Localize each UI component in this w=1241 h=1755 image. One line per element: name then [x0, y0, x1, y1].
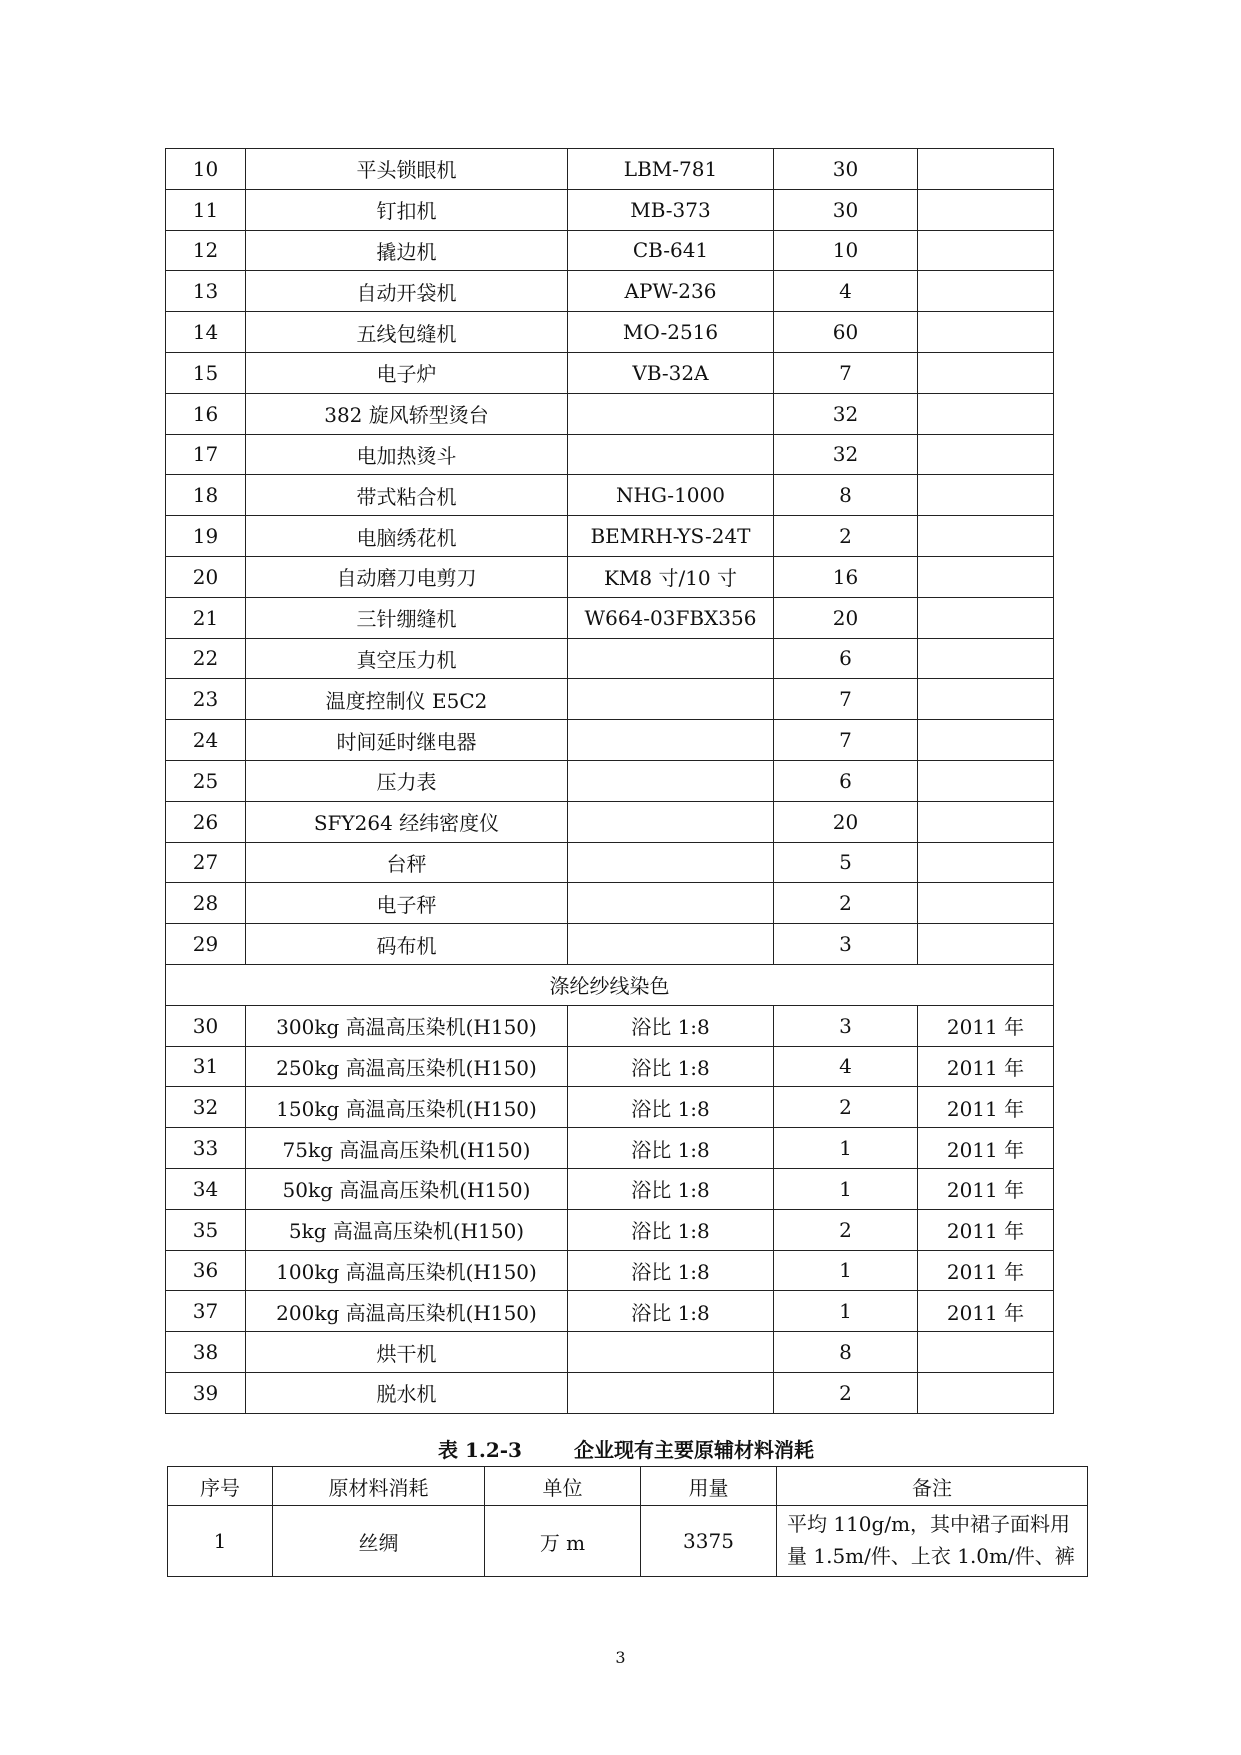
- cell-no: 35: [166, 1209, 246, 1250]
- cell-name: 钉扣机: [246, 189, 568, 230]
- cell-model: 浴比 1:8: [568, 1046, 774, 1087]
- cell-name: 平头锁眼机: [246, 149, 568, 190]
- table-row: [166, 230, 1054, 271]
- cell-no: 31: [166, 1046, 246, 1087]
- header-no: 序号: [168, 1467, 273, 1506]
- cell-qty: 20: [774, 597, 918, 638]
- cell-no: 32: [166, 1087, 246, 1128]
- cell-name: 自动磨刀电剪刀: [246, 556, 568, 597]
- cell-name: 自动开袋机: [246, 271, 568, 312]
- cell-note: 2011 年: [918, 1250, 1054, 1291]
- cell-qty: 3: [774, 924, 918, 965]
- cell-no: 33: [166, 1128, 246, 1169]
- cell-model: [568, 434, 774, 475]
- cell-name: 100kg 高温高压染机(H150): [246, 1250, 568, 1291]
- cell-model: KM8 寸/10 寸: [568, 556, 774, 597]
- cell-name: 带式粘合机: [246, 475, 568, 516]
- cell-name: 电子秤: [246, 883, 568, 924]
- cell-no: 18: [166, 475, 246, 516]
- cell-note: 2011 年: [918, 1087, 1054, 1128]
- cell-no: 15: [166, 352, 246, 393]
- cell-note: 平均 110g/m，其中裙子面料用量 1.5m/件、上衣 1.0m/件、裤: [777, 1506, 1088, 1577]
- cell-qty: 1: [774, 1291, 918, 1332]
- cell-no: 25: [166, 760, 246, 801]
- table-row: [166, 801, 1054, 842]
- cell-no: 21: [166, 597, 246, 638]
- cell-qty: 4: [774, 1046, 918, 1087]
- section-row: [166, 964, 1054, 1005]
- table-row: [166, 352, 1054, 393]
- cell-name: 75kg 高温高压染机(H150): [246, 1128, 568, 1169]
- cell-name: 300kg 高温高压染机(H150): [246, 1005, 568, 1046]
- cell-name: 温度控制仪 E5C2: [246, 679, 568, 720]
- cell-model: LBM-781: [568, 149, 774, 190]
- cell-qty: 8: [774, 1332, 918, 1373]
- cell-no: 34: [166, 1168, 246, 1209]
- table-row: [166, 312, 1054, 353]
- caption-number: 表 1.2-3: [438, 1438, 522, 1462]
- cell-note: [918, 1372, 1054, 1413]
- cell-qty: 3: [774, 1005, 918, 1046]
- cell-name: 电子炉: [246, 352, 568, 393]
- table-row: [166, 149, 1054, 190]
- cell-name: 三针绷缝机: [246, 597, 568, 638]
- cell-name: 真空压力机: [246, 638, 568, 679]
- cell-note: [918, 434, 1054, 475]
- equipment-table: [165, 148, 1054, 1414]
- cell-no: 36: [166, 1250, 246, 1291]
- table-row: [166, 1372, 1054, 1413]
- cell-note: [918, 679, 1054, 720]
- table-row: [166, 760, 1054, 801]
- cell-note: [918, 393, 1054, 434]
- cell-no: 12: [166, 230, 246, 271]
- cell-model: 浴比 1:8: [568, 1209, 774, 1250]
- cell-note: [918, 271, 1054, 312]
- cell-model: MO-2516: [568, 312, 774, 353]
- section-title: 涤纶纱线染色: [166, 964, 1054, 1005]
- cell-name: SFY264 经纬密度仪: [246, 801, 568, 842]
- cell-unit: 万 m: [485, 1506, 641, 1577]
- equipment-section: [166, 964, 1054, 1005]
- cell-model: [568, 883, 774, 924]
- table-row: [166, 189, 1054, 230]
- cell-model: [568, 1332, 774, 1373]
- cell-qty: 30: [774, 149, 918, 190]
- table-row: [166, 1209, 1054, 1250]
- cell-note: [918, 149, 1054, 190]
- cell-qty: 2: [774, 1372, 918, 1413]
- page-number: 3: [615, 1648, 626, 1667]
- cell-no: 14: [166, 312, 246, 353]
- cell-no: 17: [166, 434, 246, 475]
- table-row: [166, 924, 1054, 965]
- cell-qty: 2: [774, 883, 918, 924]
- table-row: [166, 638, 1054, 679]
- header-note: 备注: [777, 1467, 1088, 1506]
- cell-qty: 2: [774, 516, 918, 557]
- table-row: [166, 1005, 1054, 1046]
- cell-qty: 7: [774, 720, 918, 761]
- cell-qty: 1: [774, 1128, 918, 1169]
- cell-model: [568, 924, 774, 965]
- cell-note: [918, 760, 1054, 801]
- cell-note: [918, 556, 1054, 597]
- cell-amount: 3375: [641, 1506, 777, 1577]
- cell-qty: 6: [774, 760, 918, 801]
- cell-model: [568, 1372, 774, 1413]
- cell-model: 浴比 1:8: [568, 1005, 774, 1046]
- cell-name: 时间延时继电器: [246, 720, 568, 761]
- material-row: [168, 1506, 1088, 1577]
- cell-note: 2011 年: [918, 1005, 1054, 1046]
- cell-qty: 7: [774, 679, 918, 720]
- cell-model: 浴比 1:8: [568, 1087, 774, 1128]
- cell-material: 丝绸: [273, 1506, 485, 1577]
- cell-model: W664-03FBX356: [568, 597, 774, 638]
- cell-no: 1: [168, 1506, 273, 1577]
- table-row: [166, 434, 1054, 475]
- table-row: [166, 1087, 1054, 1128]
- table-row: [166, 720, 1054, 761]
- cell-model: [568, 638, 774, 679]
- cell-no: 28: [166, 883, 246, 924]
- cell-name: 五线包缝机: [246, 312, 568, 353]
- cell-note: [918, 189, 1054, 230]
- cell-note: [918, 312, 1054, 353]
- cell-no: 30: [166, 1005, 246, 1046]
- header-unit: 单位: [485, 1467, 641, 1506]
- cell-note: [918, 230, 1054, 271]
- table-row: [166, 679, 1054, 720]
- cell-name: 150kg 高温高压染机(H150): [246, 1087, 568, 1128]
- cell-model: [568, 720, 774, 761]
- cell-note: [918, 801, 1054, 842]
- equipment-rows-a: [166, 149, 1054, 965]
- cell-note: [918, 638, 1054, 679]
- table-row: [166, 393, 1054, 434]
- cell-name: 250kg 高温高压染机(H150): [246, 1046, 568, 1087]
- cell-qty: 4: [774, 271, 918, 312]
- cell-name: 台秤: [246, 842, 568, 883]
- cell-no: 22: [166, 638, 246, 679]
- cell-no: 19: [166, 516, 246, 557]
- cell-note: [918, 352, 1054, 393]
- cell-name: 烘干机: [246, 1332, 568, 1373]
- table-row: [166, 1332, 1054, 1373]
- table-row: [166, 1291, 1054, 1332]
- cell-note: [918, 516, 1054, 557]
- cell-note: [918, 842, 1054, 883]
- cell-model: 浴比 1:8: [568, 1291, 774, 1332]
- table-row: [166, 1128, 1054, 1169]
- cell-name: 脱水机: [246, 1372, 568, 1413]
- table-row: [166, 271, 1054, 312]
- cell-no: 27: [166, 842, 246, 883]
- cell-qty: 10: [774, 230, 918, 271]
- cell-note: 2011 年: [918, 1046, 1054, 1087]
- table-row: [166, 1250, 1054, 1291]
- cell-model: VB-32A: [568, 352, 774, 393]
- cell-no: 23: [166, 679, 246, 720]
- table-row: [166, 1046, 1054, 1087]
- cell-name: 5kg 高温高压染机(H150): [246, 1209, 568, 1250]
- cell-model: APW-236: [568, 271, 774, 312]
- cell-model: MB-373: [568, 189, 774, 230]
- cell-model: [568, 393, 774, 434]
- cell-note: [918, 883, 1054, 924]
- table-row: [166, 883, 1054, 924]
- cell-note: [918, 475, 1054, 516]
- cell-qty: 8: [774, 475, 918, 516]
- cell-qty: 5: [774, 842, 918, 883]
- cell-name: 50kg 高温高压染机(H150): [246, 1168, 568, 1209]
- cell-no: 39: [166, 1372, 246, 1413]
- cell-name: 382 旋风轿型烫台: [246, 393, 568, 434]
- cell-model: [568, 679, 774, 720]
- cell-no: 38: [166, 1332, 246, 1373]
- cell-qty: 7: [774, 352, 918, 393]
- cell-model: [568, 760, 774, 801]
- cell-note: 2011 年: [918, 1209, 1054, 1250]
- cell-model: BEMRH-YS-24T: [568, 516, 774, 557]
- cell-model: [568, 842, 774, 883]
- cell-name: 压力表: [246, 760, 568, 801]
- cell-model: 浴比 1:8: [568, 1168, 774, 1209]
- cell-qty: 32: [774, 434, 918, 475]
- caption-title: 企业现有主要原辅材料消耗: [573, 1438, 814, 1462]
- cell-model: CB-641: [568, 230, 774, 271]
- material-table-caption: [165, 1434, 1087, 1463]
- material-header-row: [168, 1467, 1088, 1506]
- cell-qty: 6: [774, 638, 918, 679]
- cell-name: 码布机: [246, 924, 568, 965]
- cell-qty: 16: [774, 556, 918, 597]
- cell-note: [918, 597, 1054, 638]
- cell-qty: 20: [774, 801, 918, 842]
- cell-note: [918, 1332, 1054, 1373]
- cell-note: 2011 年: [918, 1128, 1054, 1169]
- cell-qty: 30: [774, 189, 918, 230]
- cell-qty: 2: [774, 1209, 918, 1250]
- material-table: [167, 1466, 1088, 1577]
- cell-no: 13: [166, 271, 246, 312]
- cell-name: 电脑绣花机: [246, 516, 568, 557]
- cell-no: 26: [166, 801, 246, 842]
- cell-name: 200kg 高温高压染机(H150): [246, 1291, 568, 1332]
- cell-name: 撬边机: [246, 230, 568, 271]
- cell-note: [918, 924, 1054, 965]
- cell-qty: 1: [774, 1250, 918, 1291]
- cell-no: 16: [166, 393, 246, 434]
- cell-model: NHG-1000: [568, 475, 774, 516]
- cell-model: 浴比 1:8: [568, 1128, 774, 1169]
- header-amount: 用量: [641, 1467, 777, 1506]
- header-material: 原材料消耗: [273, 1467, 485, 1506]
- cell-note: 2011 年: [918, 1168, 1054, 1209]
- table-row: [166, 475, 1054, 516]
- equipment-rows-b: [166, 1005, 1054, 1413]
- table-row: [166, 516, 1054, 557]
- cell-qty: 32: [774, 393, 918, 434]
- cell-no: 29: [166, 924, 246, 965]
- cell-note: 2011 年: [918, 1291, 1054, 1332]
- table-row: [166, 597, 1054, 638]
- cell-qty: 60: [774, 312, 918, 353]
- cell-no: 10: [166, 149, 246, 190]
- cell-no: 20: [166, 556, 246, 597]
- cell-model: [568, 801, 774, 842]
- cell-qty: 2: [774, 1087, 918, 1128]
- cell-no: 11: [166, 189, 246, 230]
- cell-no: 37: [166, 1291, 246, 1332]
- cell-qty: 1: [774, 1168, 918, 1209]
- table-row: [166, 842, 1054, 883]
- cell-no: 24: [166, 720, 246, 761]
- cell-note: [918, 720, 1054, 761]
- cell-model: 浴比 1:8: [568, 1250, 774, 1291]
- table-row: [166, 1168, 1054, 1209]
- table-row: [166, 556, 1054, 597]
- cell-name: 电加热烫斗: [246, 434, 568, 475]
